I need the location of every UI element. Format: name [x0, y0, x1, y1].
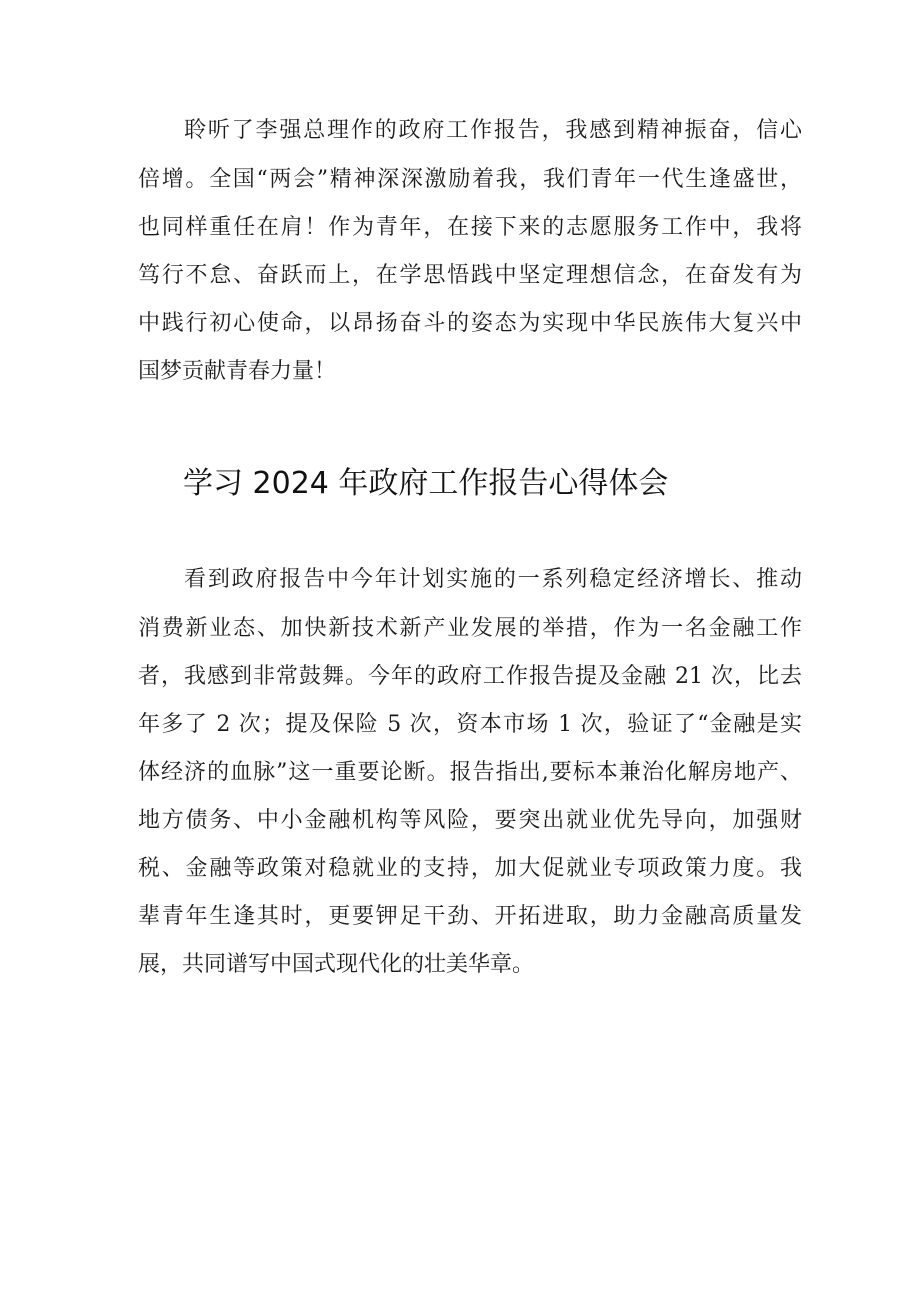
paragraph-2-line-6: 地方债务、中小金融机构等风险，要突出就业优先导向，加强财 [138, 808, 802, 833]
paragraph-1-line-2: 倍增。全国“两会”精神深深激励着我，我们青年一代生逢盛世， [138, 167, 802, 192]
paragraph-2-line-2: 消费新业态、加快新技术新产业发展的举措，作为一名金融工作 [138, 616, 802, 641]
paragraph-2-line-5: 体经济的血脉”这一重要论断。报告指出,要标本兼治化解房地产、 [138, 760, 802, 785]
paragraph-2-line-4: 年多了 2 次；提及保险 5 次，资本市场 1 次，验证了“金融是实 [138, 712, 802, 737]
paragraph-2-line-9: 展，共同谱写中国式现代化的壮美华章。 [138, 952, 535, 977]
paragraph-2-line-8: 辈青年生逢其时，更要钾足干劲、开拓进取，助力金融高质量发 [138, 904, 802, 929]
paragraph-1-line-6: 国梦贡献青春力量！ [138, 359, 337, 384]
paragraph-2-line-7: 税、金融等政策对稳就业的支持，加大促就业专项政策力度。我 [138, 856, 802, 881]
paragraph-1-line-3: 也同样重任在肩！作为青年，在接下来的志愿服务工作中，我将 [138, 215, 802, 240]
paragraph-1-line-1: 聆听了李强总理作的政府工作报告，我感到精神振奋，信心 [184, 118, 802, 143]
paragraph-2-line-3: 者，我感到非常鼓舞。今年的政府工作报告提及金融 21 次，比去 [138, 664, 802, 689]
section-title: 学习 2024 年政府工作报告心得体会 [183, 466, 669, 501]
paragraph-2-line-1: 看到政府报告中今年计划实施的一系列稳定经济增长、推动 [184, 567, 802, 592]
paragraph-1-line-4: 笃行不怠、奋跃而上，在学思悟践中坚定理想信念，在奋发有为 [138, 263, 802, 288]
paragraph-1-line-5: 中践行初心使命，以昂扬奋斗的姿态为实现中华民族伟大复兴中 [138, 311, 802, 336]
